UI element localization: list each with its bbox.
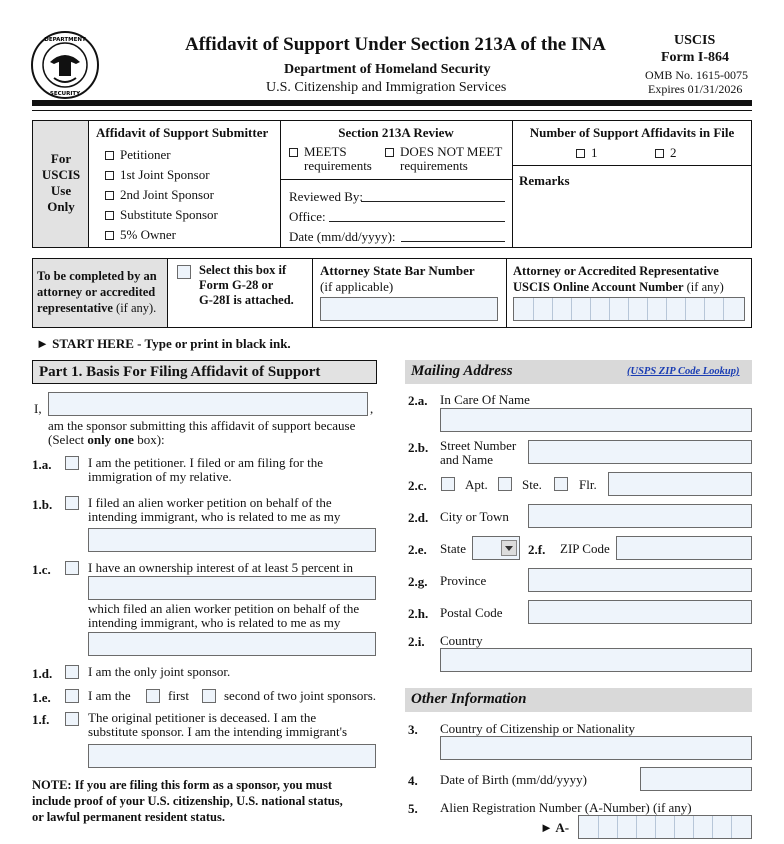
entity-name-input[interactable]	[88, 576, 376, 600]
a-number-prefix: ► A-	[540, 820, 570, 835]
relationship-input-1c[interactable]	[88, 632, 376, 656]
item-number: 1.d.	[32, 666, 53, 681]
submitter-option: 1st Joint Sponsor	[105, 165, 218, 185]
ste-label: Ste.	[522, 477, 542, 492]
two-joint-sponsors-checkbox[interactable]	[65, 689, 79, 703]
petitioner-checkbox[interactable]	[65, 456, 79, 470]
item-number: 3.	[408, 722, 418, 737]
item-number: 2.b.	[408, 440, 429, 455]
item-number: 1.b.	[32, 497, 53, 512]
other-info-header: Other Information	[405, 688, 752, 712]
account-number-input[interactable]	[513, 297, 745, 321]
petitioner-label: I am the petitioner. I filed or am filing for the immigration of my relative.	[88, 455, 324, 484]
province-label: Province	[440, 573, 487, 588]
submitter-option: Substitute Sponsor	[105, 205, 218, 225]
item-number: 5.	[408, 801, 418, 816]
chevron-down-icon[interactable]	[501, 540, 517, 556]
country-input[interactable]	[440, 648, 752, 672]
item-number: 1.f.	[32, 712, 50, 727]
sponsor-i-label: I,	[34, 401, 42, 416]
header-rule-thin	[32, 110, 752, 111]
g28-checkbox[interactable]	[177, 265, 191, 279]
item-number: 2.h.	[408, 606, 429, 621]
attorney-label-cell	[33, 259, 168, 327]
expiration-date: Expires 01/31/2026	[648, 82, 743, 96]
substitute-sponsor-checkbox[interactable]	[65, 712, 79, 726]
citizenship-input[interactable]	[440, 736, 752, 760]
not-meet-option: DOES NOT MEET requirements	[385, 145, 502, 173]
review-title: Section 213A Review	[338, 125, 454, 140]
review-hdivider	[281, 179, 513, 180]
use-only-word: Use	[50, 183, 72, 198]
attorney-box	[32, 258, 752, 328]
item-number: 4.	[408, 773, 418, 788]
first-sponsor-checkbox[interactable]	[146, 689, 160, 703]
g28-label: Select this box if Form G-28 or G-28I is attached.	[199, 263, 294, 307]
ownership-label: I have an ownership interest of at least 5 percent in	[88, 560, 353, 575]
bar-number-sub: (if applicable)	[320, 279, 394, 294]
comma: ,	[370, 401, 374, 416]
state-select[interactable]	[472, 536, 520, 560]
count-option-1: 1	[576, 145, 598, 161]
form-number: Form I-864	[661, 50, 730, 65]
item-number: 2.g.	[408, 574, 428, 589]
item-number: 2.i.	[408, 634, 425, 649]
street-input[interactable]	[528, 440, 752, 464]
citizenship-label: Country of Citizenship or Nationality	[440, 721, 635, 736]
use-only-word: Only	[47, 199, 75, 214]
office-label: Office:	[289, 209, 326, 224]
street-label: Street Number and Name	[440, 438, 517, 467]
ste-checkbox[interactable]	[498, 477, 512, 491]
count-title: Number of Support Affidavits in File	[529, 125, 735, 140]
meets-option: MEETS requirements	[289, 145, 372, 173]
intro-text: am the sponsor submitting this affidavit of support because (Select only one box):	[48, 418, 356, 447]
item-number: 1.a.	[32, 457, 52, 472]
postal-label: Postal Code	[440, 605, 503, 620]
form-title: Affidavit of Support Under Section 213A of the INA	[185, 34, 606, 55]
org-name: USCIS	[674, 33, 716, 48]
account-number-title: Attorney or Accredited Representative USCIS Online Account Number (if any)	[513, 264, 724, 294]
remarks-label: Remarks	[519, 173, 570, 188]
zip-label: ZIP Code	[560, 541, 610, 556]
substitute-sponsor-label: The original petitioner is deceased. I am the substitute sponsor. I am the intending immigrant's	[88, 710, 348, 739]
sponsor-name-input[interactable]	[48, 392, 368, 416]
item-number: 1.e.	[32, 690, 51, 705]
header-rule	[32, 100, 752, 106]
submitter-option: Petitioner	[105, 145, 218, 165]
use-only-word: For	[50, 151, 72, 166]
apt-checkbox[interactable]	[441, 477, 455, 491]
submitter-option: 5% Owner	[105, 225, 218, 245]
uscis-use-box	[32, 120, 752, 248]
apt-label: Apt.	[465, 477, 488, 492]
dhs-seal-icon	[30, 30, 100, 100]
second-sponsor-checkbox[interactable]	[202, 689, 216, 703]
postal-input[interactable]	[528, 600, 752, 624]
flr-checkbox[interactable]	[554, 477, 568, 491]
zip-input[interactable]	[616, 536, 752, 560]
ownership-checkbox[interactable]	[65, 561, 79, 575]
submitter-option: 2nd Joint Sponsor	[105, 185, 218, 205]
bar-number-title: Attorney State Bar Number	[320, 263, 475, 278]
submitter-list	[105, 145, 218, 245]
bar-number-input[interactable]	[320, 297, 498, 321]
reviewed-by-label: Reviewed By:	[289, 189, 364, 204]
a-number-input[interactable]	[578, 815, 752, 839]
state-label: State	[440, 541, 466, 556]
dob-label: Date of Birth (mm/dd/yyyy)	[440, 772, 587, 787]
zip-lookup-link[interactable]: (USPS ZIP Code Lookup)	[627, 366, 740, 377]
mailing-address-header: Mailing Address	[405, 360, 752, 384]
reviewed-by-line	[361, 201, 505, 202]
vdivider	[506, 259, 507, 327]
attorney-label: To be completed by an attorney or accredited representative (if any).	[37, 269, 157, 315]
start-here: ► START HERE - Type or print in black ink.	[36, 336, 291, 351]
subagency-name: U.S. Citizenship and Immigration Services	[266, 80, 507, 95]
arrow-right-icon: ►	[36, 336, 49, 351]
ownership-label-cont: which filed an alien worker petition on behalf of the intending immigrant, who is related to me as my	[88, 601, 360, 630]
relationship-input-1f[interactable]	[88, 744, 376, 768]
item-number: 2.a.	[408, 393, 428, 408]
province-input[interactable]	[528, 568, 752, 592]
agency-name: Department of Homeland Security	[284, 62, 491, 77]
date-label: Date (mm/dd/yyyy):	[289, 229, 396, 244]
use-only-cell	[33, 121, 89, 247]
item-number: 2.f.	[528, 542, 546, 557]
care-of-label: In Care Of Name	[440, 392, 530, 407]
flr-label: Flr.	[579, 477, 597, 492]
relationship-input-1b[interactable]	[88, 528, 376, 552]
alien-worker-checkbox[interactable]	[65, 496, 79, 510]
two-joint-sponsors-label: I am the	[88, 688, 131, 703]
alien-worker-label: I filed an alien worker petition on behalf of the intending immigrant, who is related to me as my	[88, 495, 341, 524]
use-only-word: USCIS	[41, 167, 81, 182]
second-sponsor-label: second of two joint sponsors.	[224, 688, 377, 703]
unit-number-input[interactable]	[608, 472, 752, 496]
count-hdivider	[513, 165, 751, 166]
city-label: City or Town	[440, 509, 509, 524]
only-joint-sponsor-checkbox[interactable]	[65, 665, 79, 679]
use-only-label	[33, 151, 89, 215]
first-sponsor-label: first	[168, 688, 189, 703]
care-of-input[interactable]	[440, 408, 752, 432]
city-input[interactable]	[528, 504, 752, 528]
svg-text:DEPARTMENT: DEPARTMENT	[44, 37, 86, 43]
svg-text:SECURITY: SECURITY	[49, 91, 81, 97]
item-number: 2.e.	[408, 542, 427, 557]
part1-title: Part 1. Basis For Filing Affidavit of Support	[32, 360, 377, 384]
date-line	[401, 241, 505, 242]
item-number: 2.d.	[408, 510, 429, 525]
count-option-2: 2	[655, 145, 677, 161]
vdivider	[312, 259, 313, 327]
only-joint-sponsor-label: I am the only joint sponsor.	[88, 664, 231, 679]
country-label: Country	[440, 633, 483, 648]
dob-input[interactable]	[640, 767, 752, 791]
sponsor-note: NOTE: If you are filing this form as a sponsor, you must include proof of your U.S. citizenship, U.S. national status, or lawful permanent resident status.	[32, 778, 343, 824]
submitter-title: Affidavit of Support Submitter	[96, 125, 269, 140]
item-number: 2.c.	[408, 478, 427, 493]
omb-number: OMB No. 1615-0075	[645, 68, 749, 82]
office-line	[329, 221, 505, 222]
item-number: 1.c.	[32, 562, 51, 577]
a-number-label: Alien Registration Number (A-Number) (if any)	[440, 800, 692, 815]
